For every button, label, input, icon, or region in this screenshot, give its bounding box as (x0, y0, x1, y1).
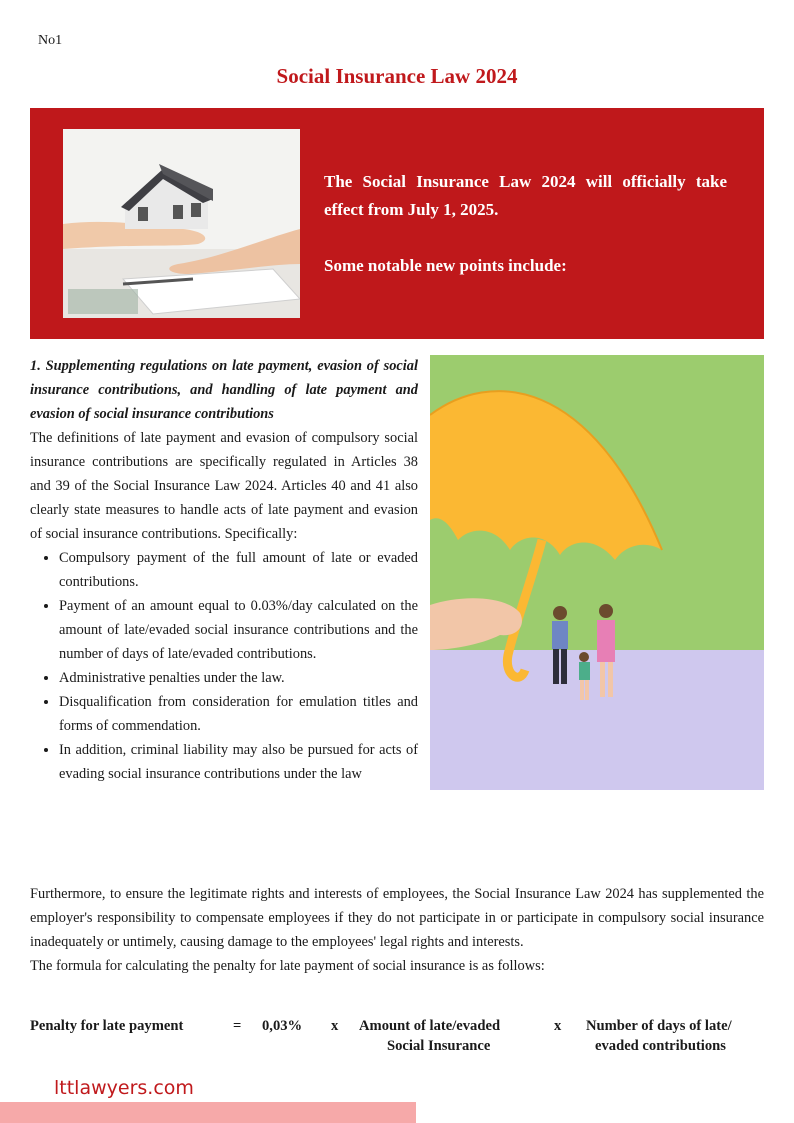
formula-label: Penalty for late payment (30, 1018, 184, 1034)
formula-factor-1-line1: Amount of late/evaded (359, 1018, 501, 1034)
banner-notable-points: Some notable new points include: (324, 256, 567, 275)
banner-effect-date: The Social Insurance Law 2024 will officially take effect from July 1, 2025. (324, 172, 727, 219)
penalty-formula (30, 1016, 764, 1066)
list-item: • Disqualification from consideration for emulation titles and forms of commendation. (59, 690, 418, 738)
section-intro: The definitions of late payment and evasion of compulsory social insurance contributions are specifically regulated in Articles 38 and 39 of the Social Insurance Law 2024. Articles 40 and 41 also clearly state measures to handle acts of late payment and evasion of social insurance contributions. Specifically: (30, 430, 418, 542)
formula-factor-1-line2: Social Insurance (387, 1038, 491, 1054)
page-number: No1 (38, 33, 63, 48)
list-item: • Payment of an amount equal to 0.03%/day calculated on the amount of late/evaded social insurance contributions and the number of days of late/evaded contributions. (59, 594, 418, 666)
list-item: • Compulsory payment of the full amount of late or evaded contributions. (59, 546, 418, 594)
footer-website: lttlawyers.com (54, 1077, 194, 1099)
formula-factor-2-line2: evaded contributions (595, 1038, 726, 1054)
measures-list (30, 546, 418, 786)
house-handover-image (63, 129, 300, 318)
list-item: • In addition, criminal liability may also be pursued for acts of evading social insurance contributions under the law (59, 738, 418, 786)
header-banner (30, 108, 764, 339)
section-1 (30, 354, 418, 786)
body-text (30, 882, 764, 978)
umbrella-family-image (430, 355, 764, 790)
formula-intro: The formula for calculating the penalty for late payment of social insurance is as follows: (30, 958, 545, 974)
formula-rate: 0,03% (262, 1018, 303, 1034)
formula-factor-2-line1: Number of days of late/ (586, 1018, 732, 1034)
formula-times-2: x (554, 1018, 562, 1034)
formula-equals: = (233, 1018, 242, 1034)
banner-text (324, 168, 727, 280)
employer-responsibility-paragraph: Furthermore, to ensure the legitimate rights and interests of employees, the Social Insurance Law 2024 has supplemented the employer's responsibility to compensate employees if they do not participate in or participate in compulsory social insurance inadequately or untimely, causing damage to the employees' legal rights and interests. (30, 886, 764, 950)
formula-times-1: x (331, 1018, 339, 1034)
section-heading: 1. Supplementing regulations on late payment, evasion of social insurance contributions, and handling of late payment and evasion of social insurance contributions (30, 358, 418, 422)
page-title: Social Insurance Law 2024 (276, 64, 518, 88)
footer-bar (0, 1102, 416, 1123)
list-item: • Administrative penalties under the law. (59, 666, 418, 690)
